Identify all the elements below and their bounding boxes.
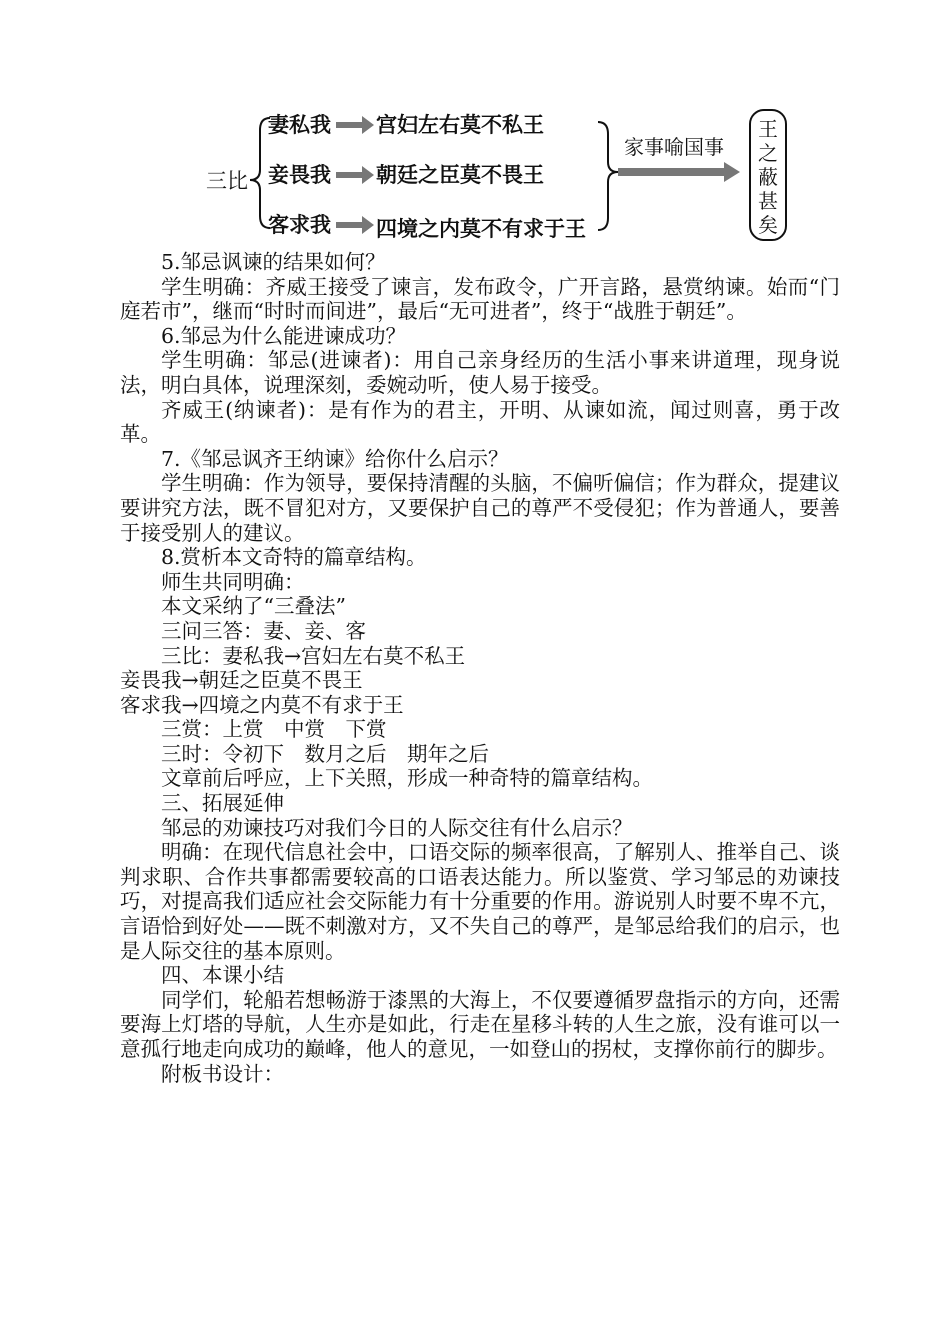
diagram-middle-label: 家事喻国事: [624, 135, 724, 159]
conclusion-char-3: 蔽: [758, 165, 778, 189]
document-body: [120, 250, 840, 1086]
answer-8-qa: 三问三答：妻、妾、客: [161, 618, 366, 643]
diagram-row2-right: 朝廷之臣莫不畏王: [376, 163, 544, 187]
diagram-row3-left: 客求我: [268, 213, 331, 237]
right-brace: [598, 122, 618, 230]
conclusion-char-5: 矣: [758, 213, 778, 237]
question-8: 8.赏析本文奇特的篇章结构。: [161, 545, 427, 570]
arrow-row1: [336, 116, 374, 134]
structure-diagram: [190, 100, 810, 250]
section-3-question: 邹忌的劝谏技巧对我们今日的人际交往有什么启示？: [161, 815, 633, 840]
board-design-label: 附板书设计：: [161, 1061, 284, 1086]
section-4-heading: 四、本课小结: [161, 963, 284, 988]
diagram-row1-right: 宫妇左右莫不私王: [376, 113, 544, 137]
answer-8-summary: 文章前后呼应，上下关照，形成一种奇特的篇章结构。: [161, 766, 653, 791]
section-3-heading: 三、拓展延伸: [161, 791, 284, 816]
answer-8-intro: 师生共同明确：: [161, 569, 305, 594]
answer-7: 学生明确：作为领导，要保持清醒的头脑，不偏听偏信；作为群众，提建议要讲究方法，既不冒犯对方，又要保护自己的尊严不受侵犯；作为普通人，要善于接受别人的建议。: [120, 471, 840, 545]
question-6: 6.邹忌为什么能进谏成功？: [161, 323, 407, 348]
conclusion-char-1: 王: [758, 117, 778, 141]
answer-8-method: 本文采纳了“三叠法”: [161, 594, 346, 619]
answer-8-times: 三时：令初下 数月之后 期年之后: [161, 741, 489, 766]
section-4-body: 同学们，轮船若想畅游于漆黑的大海上，不仅要遵循罗盘指示的方向，还需要海上灯塔的导航，人生亦是如此，行走在星移斗转的人生之旅，没有谁可以一意孤行地走向成功的巅峰，他人的意见，一如登山的拐杖，支撑你前行的脚步。: [120, 987, 840, 1061]
answer-6-part1: 学生明确：邹忌(进谏者)：用自己亲身经历的生活小事来讲道理，现身说法，明白具体，说理深刻，委婉动听，使人易于接受。: [120, 348, 840, 397]
answer-8-rewards: 三赏：上赏 中赏 下赏: [161, 717, 387, 742]
diagram-row2-left: 妾畏我: [268, 163, 331, 187]
question-7: 7.《邹忌讽齐王纳谏》给你什么启示？: [161, 446, 509, 471]
answer-6-part2: 齐威王(纳谏者)：是有作为的君主，开明、从谏如流，闻过则喜，勇于改革。: [120, 397, 840, 447]
answer-8-compare-2: 妾畏我→朝廷之臣莫不畏王: [120, 668, 363, 693]
conclusion-char-2: 之: [758, 141, 778, 165]
conclusion-char-4: 甚: [758, 189, 778, 213]
section-3-answer: 明确：在现代信息社会中，口语交际的频率很高，了解别人、推举自己、谈判求职、合作共事都需要较高的口语表达能力。所以鉴赏、学习邹忌的劝谏技巧，对提高我们适应社会交际能力有十分重要的作用。游说别人时要不卑不亢，言语恰到好处——既不刺激对方，又不失自己的尊严，是邹忌给我们的启示，也是人际交往的基本原则。: [120, 840, 840, 963]
left-brace: [250, 118, 270, 228]
question-5: 5.邹忌讽谏的结果如何？: [161, 250, 386, 274]
arrow-row2: [336, 166, 374, 184]
answer-8-compare-1: 三比：妻私我→宫妇左右莫不私王: [161, 643, 466, 668]
answer-8-compare-3: 客求我→四境之内莫不有求于王: [120, 692, 404, 717]
diagram-row3-right: 四境之内莫不有求于王: [376, 217, 586, 241]
arrow-row3: [336, 216, 374, 234]
arrow-middle: [618, 162, 740, 182]
diagram-root-label: 三比: [206, 169, 248, 193]
diagram-row1-left: 妻私我: [268, 113, 331, 137]
answer-5: 学生明确：齐威王接受了谏言，发布政令，广开言路，悬赏纳谏。始而“门庭若市”，继而“时时而间进”，最后“无可进者”，终于“战胜于朝廷”。: [120, 274, 840, 324]
